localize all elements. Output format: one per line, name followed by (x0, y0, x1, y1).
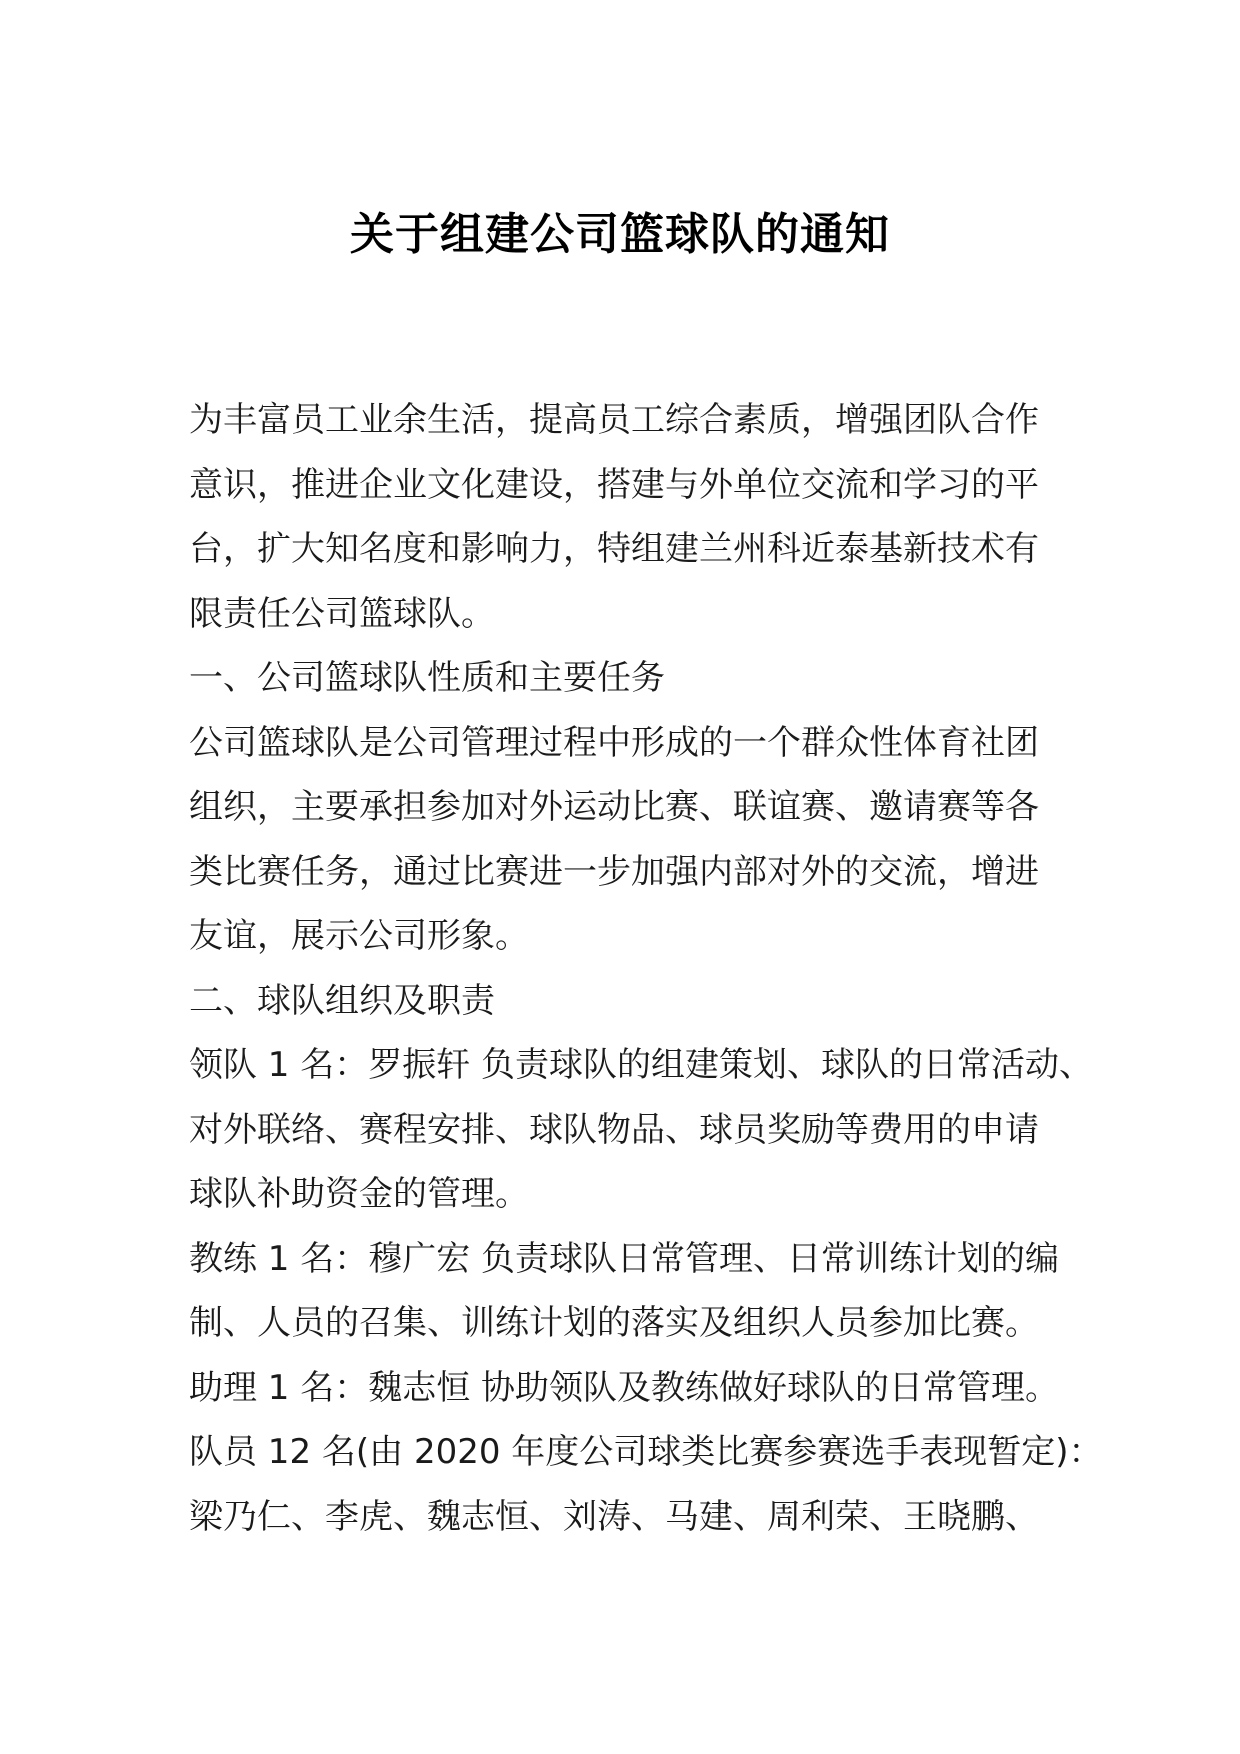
body-line: 球队补助资金的管理。 (189, 1174, 529, 1214)
body-line: 梁乃仁、李虎、魏志恒、刘涛、马建、周利荣、王晓鹏、 (189, 1496, 1039, 1537)
section-heading-2: 二、球队组织及职责 (189, 980, 495, 1021)
body-line: 意识，推进企业文化建设，搭建与外单位交流和学习的平 (189, 464, 1039, 505)
body-line: 教练 1 名：穆广宏 负责球队日常管理、日常训练计划的编 (189, 1238, 1060, 1279)
body-line: 助理 1 名：魏志恒 协助领队及教练做好球队的日常管理。 (189, 1367, 1060, 1408)
body-line: 公司篮球队是公司管理过程中形成的一个群众性体育社团 (189, 722, 1039, 763)
body-line: 对外联络、赛程安排、球队物品、球员奖励等费用的申请 (189, 1109, 1039, 1150)
body-line: 友谊，展示公司形象。 (189, 916, 529, 956)
body-line: 台，扩大知名度和影响力，特组建兰州科近泰基新技术有 (189, 529, 1039, 569)
document-body (189, 388, 1103, 1549)
document-title: 关于组建公司篮球队的通知 (350, 209, 890, 260)
section-heading-1: 一、公司篮球队性质和主要任务 (189, 658, 665, 698)
body-line: 类比赛任务，通过比赛进一步加强内部对外的交流，增进 (189, 851, 1039, 892)
body-line: 领队 1 名：罗振轩 负责球队的组建策划、球队的日常活动、 (189, 1045, 1094, 1085)
body-line: 组织，主要承担参加对外运动比赛、联谊赛、邀请赛等各 (189, 787, 1039, 827)
body-line: 制、人员的召集、训练计划的落实及组织人员参加比赛。 (189, 1303, 1039, 1343)
body-line: 为丰富员工业余生活，提高员工综合素质，增强团队合作 (189, 400, 1039, 440)
body-line: 队员 12 名(由 2020 年度公司球类比赛参赛选手表现暂定)： (189, 1432, 1103, 1472)
body-line: 限责任公司篮球队。 (189, 593, 495, 634)
